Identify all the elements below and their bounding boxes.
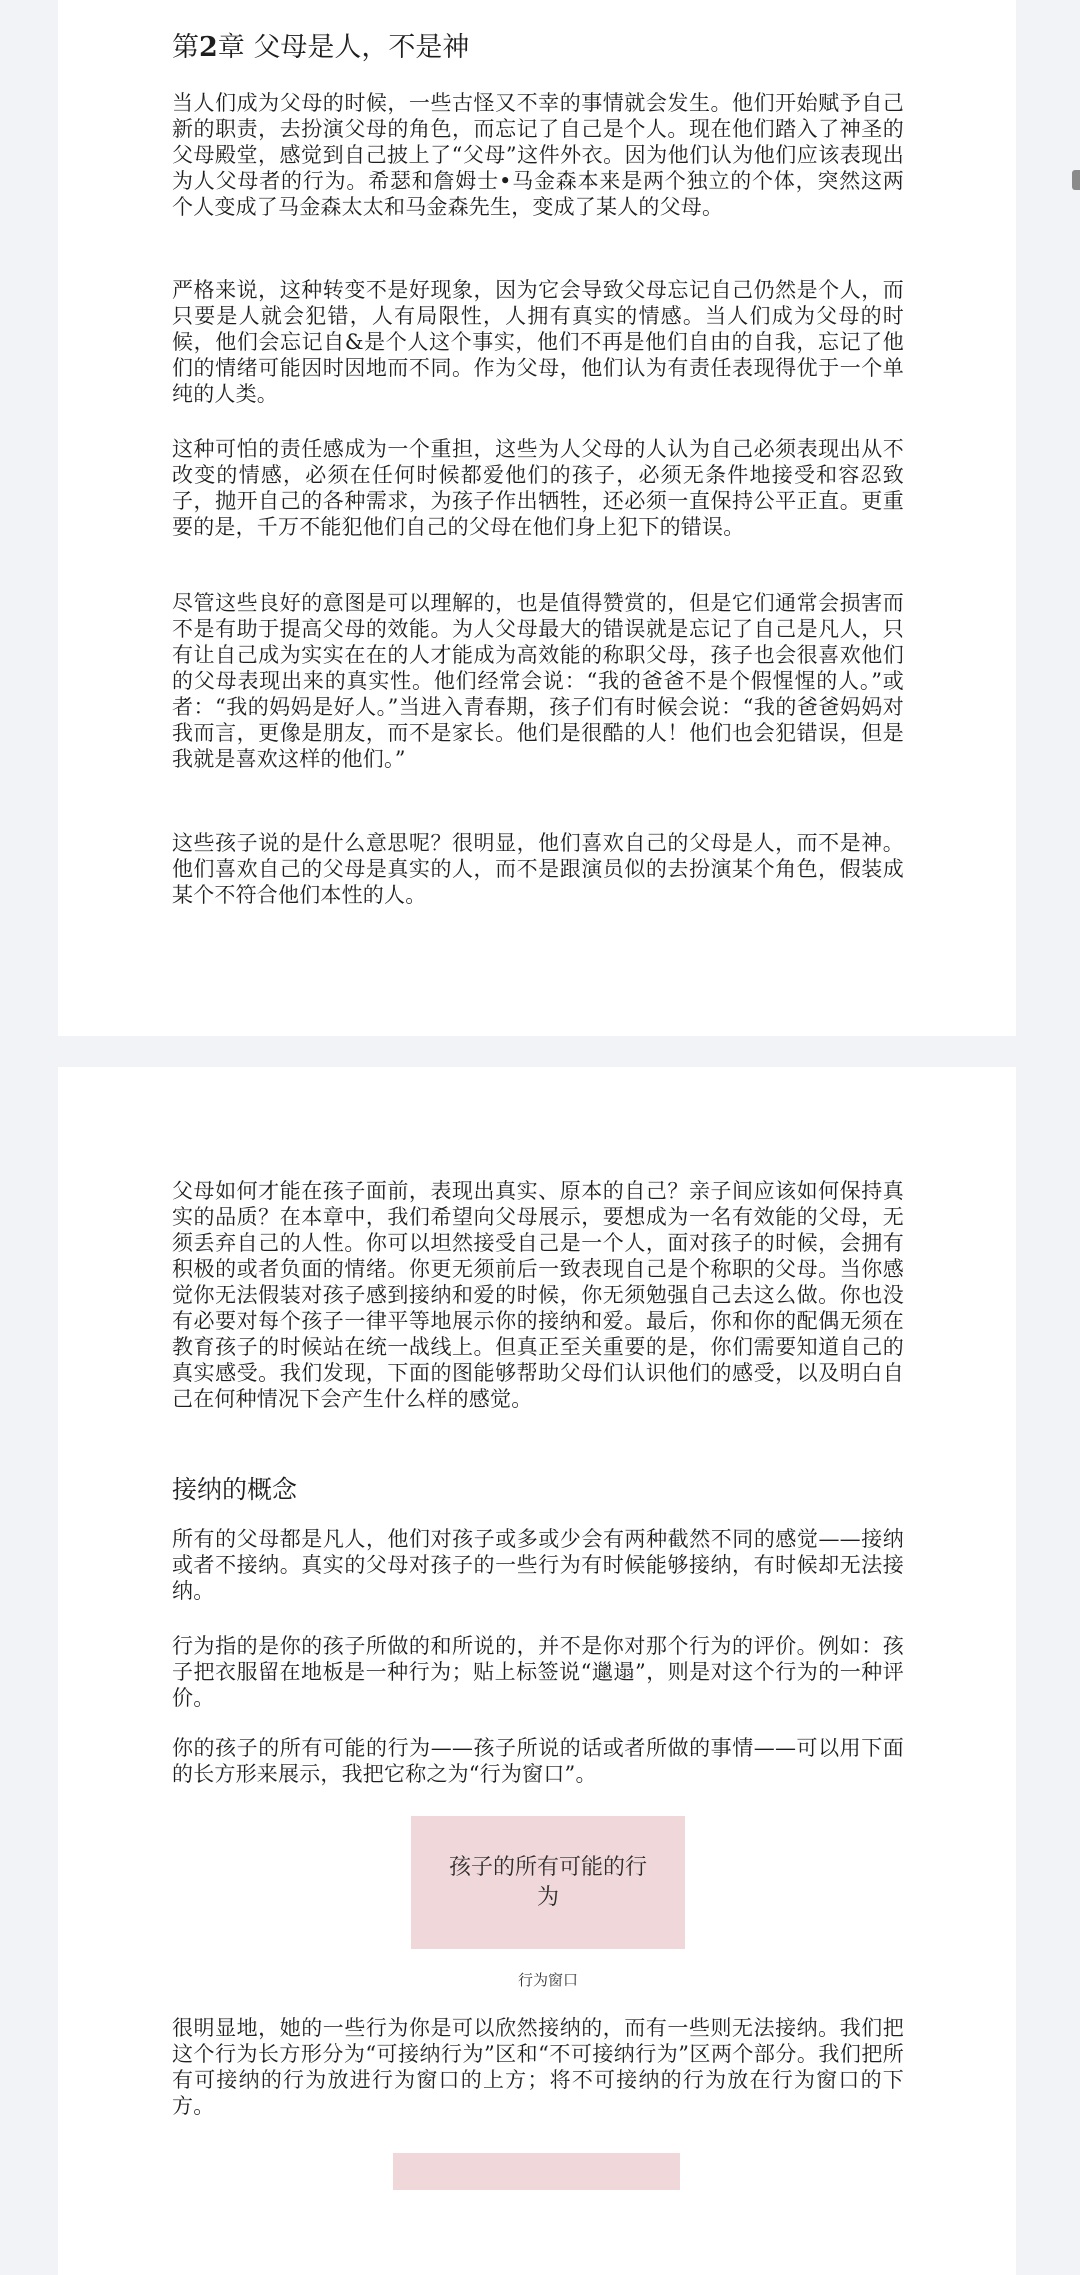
- behavior-window-figure: [411, 1816, 685, 1949]
- section-paragraph-3: [172, 1735, 904, 1787]
- paragraph: 这种可怕的责任感成为一个重担，这些为人父母的人认为自己必须表现出从不改变的情感，必须在任何时候都爱他们的孩子，必须无条件地接受和容忍致子，抛开自己的各种需求，为孩子作出牺牲，还必须一直保持公平正直。更重要的是，千万不能犯他们自己的父母在他们身上犯下的错误。: [172, 437, 904, 539]
- section-paragraph-1: [172, 1526, 904, 1604]
- page1-paragraph-2: [172, 277, 904, 407]
- paragraph: 父母如何才能在孩子面前，表现出真实、原本的自己？亲子间应该如何保持真实的品质？在本章中，我们希望向父母展示，要想成为一名有效能的父母，无须丢弃自己的人性。你可以坦然接受自己是一个人，面对孩子的时候，会拥有积极的或者负面的情绪。你更无须前后一致表现自己是个称职的父母。当你感觉你无法假装对孩子感到接纳和爱的时候，你无须勉强自己去这么做。你也没有必要对每个孩子一律平等地展示你的接纳和爱。最后，你和你的配偶无须在教育孩子的时候站在统一战线上。但真正至关重要的是，你们需要知道自己的真实感受。我们发现，下面的图能够帮助父母们认识他们的感受，以及明白自己在何种情况下会产生什么样的感觉。: [172, 1179, 904, 1411]
- paragraph: 当人们成为父母的时候，一些古怪又不幸的事情就会发生。他们开始赋予自己新的职责，去扮演父母的角色，而忘记了自己是个人。现在他们踏入了神圣的父母殿堂，感觉到自己披上了“父母”这件外衣。因为他们认为他们应该表现出为人父母者的行为。希瑟和詹姆士•马金森本来是两个独立的个体，突然这两个人变成了马金森太太和马金森先生，变成了某人的父母。: [172, 91, 904, 219]
- chapter-title: 第2章 父母是人，不是神: [172, 32, 470, 63]
- section-paragraph-4: [172, 2015, 904, 2119]
- chapter-block: [172, 28, 904, 68]
- paragraph: 你的孩子的所有可能的行为——孩子所说的话或者所做的事情——可以用下面的长方形来展示，我把它称之为“行为窗口”。: [172, 1736, 904, 1786]
- scroll-indicator[interactable]: [1072, 170, 1080, 190]
- section-paragraph-2: [172, 1633, 904, 1711]
- paragraph: 所有的父母都是凡人，他们对孩子或多或少会有两种截然不同的感觉——接纳或者不接纳。真实的父母对孩子的一些行为有时候能够接纳，有时候却无法接纳。: [172, 1527, 904, 1603]
- behavior-window-figure-2: [393, 2153, 680, 2190]
- document-page-2: [58, 1067, 1016, 2275]
- page1-paragraph-3: [172, 436, 904, 540]
- document-page-1: [58, 0, 1016, 1036]
- page1-paragraph-5: [172, 830, 904, 908]
- paragraph: 严格来说，这种转变不是好现象，因为它会导致父母忘记自己仍然是个人，而只要是人就会犯错，人有局限性，人拥有真实的情感。当人们成为父母的时候，他们会忘记自&是个人这个事实，他们不再是他们自由的自我，忘记了他们的情绪可能因时因地而不同。作为父母，他们认为有责任表现得优于一个单纯的人类。: [172, 278, 904, 406]
- page1-paragraph-4: [172, 590, 904, 772]
- paragraph: 尽管这些良好的意图是可以理解的，也是值得赞赏的，但是它们通常会损害而不是有助于提高父母的效能。为人父母最大的错误就是忘记了自己是凡人，只有让自己成为实实在在的人才能成为高效能的称职父母，孩子也会很喜欢他们的父母表现出来的真实性。他们经常会说：“我的爸爸不是个假惺惺的人。”或者：“我的妈妈是好人。”当进入青春期，孩子们有时候会说：“我的爸爸妈妈对我而言，更像是朋友，而不是家长。他们是很酷的人！他们也会犯错误，但是我就是喜欢这样的他们。”: [172, 591, 904, 771]
- page1-paragraph-1: [172, 90, 904, 220]
- paragraph: 很明显地，她的一些行为你是可以欣然接纳的，而有一些则无法接纳。我们把这个行为长方形分为“可接纳行为”区和“不可接纳行为”区两个部分。我们把所有可接纳的行为放进行为窗口的上方；将不可接纳的行为放在行为窗口的下方。: [172, 2016, 904, 2118]
- section-title: 接纳的概念: [172, 1475, 298, 1504]
- page2-intro: [172, 1178, 904, 1412]
- figure-caption: 行为窗口: [517, 1971, 578, 1989]
- section-heading-block: [172, 1472, 904, 1508]
- figure-label: 孩子的所有可能的行为: [448, 1854, 647, 1910]
- paragraph: 这些孩子说的是什么意思呢？很明显，他们喜欢自己的父母是人，而不是神。他们喜欢自己的父母是真实的人，而不是跟演员似的去扮演某个角色，假装成某个不符合他们本性的人。: [172, 831, 904, 907]
- paragraph: 行为指的是你的孩子所做的和所说的，并不是你对那个行为的评价。例如：孩子把衣服留在地板是一种行为；贴上标签说“邋遢”，则是对这个行为的一种评价。: [172, 1634, 904, 1710]
